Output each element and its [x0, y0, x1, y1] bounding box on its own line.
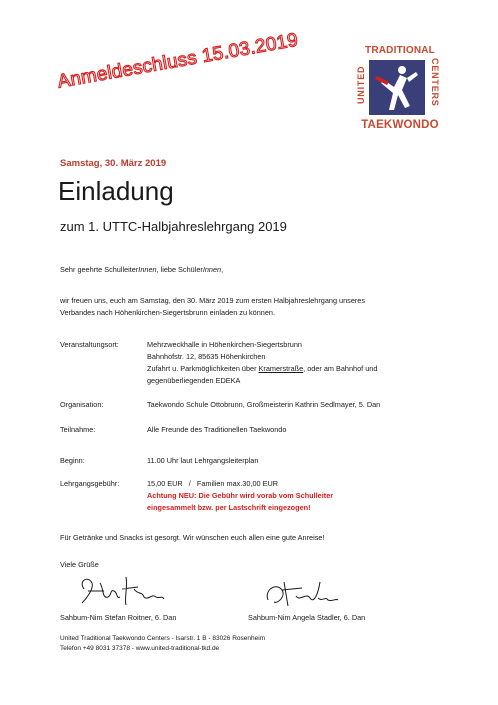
- page-title: Einladung: [58, 176, 174, 206]
- signature-2-icon: [262, 572, 342, 610]
- start-label: Beginn:: [60, 456, 85, 465]
- organisation-label: Organisation:: [60, 400, 104, 409]
- participation-value: Alle Freunde des Traditionellen Taekwondo: [147, 425, 287, 434]
- page-subtitle: zum 1. UTTC-Halbjahreslehrgang 2019: [60, 219, 287, 234]
- closing-text: Für Getränke und Snacks ist gesorgt. Wir wünschen euch allen eine gute Anreise!: [60, 533, 325, 542]
- logo-text-left: UNITED: [356, 65, 366, 104]
- footer-contact: Telefon +49 8031 37378 - www.united-traditional-tkd.de: [60, 645, 220, 652]
- fee-note: Achtung NEU: Die Gebühr wird vorab vom Schulleiter: [147, 491, 334, 500]
- logo-text-top: TRADITIONAL: [365, 45, 435, 56]
- greeting: Sehr geehrte SchulleiterInnen, liebe SchülerInnen,: [60, 265, 224, 274]
- start-value: 11.00 Uhr laut Lehrgangsleiterplan: [147, 456, 259, 465]
- street-link[interactable]: Kramerstraße: [258, 364, 304, 373]
- footer-address: United Traditional Taekwondo Centers - Isarstr. 1 B - 83026 Rosenheim: [60, 635, 266, 642]
- signature-1-icon: [74, 569, 169, 611]
- fee-label: Lehrgangsgebühr:: [60, 479, 120, 488]
- signer-2: Sahbum-Nim Angela Stadler, 6. Dan: [248, 613, 366, 622]
- logo-text-right: CENTERS: [430, 58, 440, 107]
- signer-1: Sahbum-Nim Stefan Roitner, 6. Dan: [60, 613, 177, 622]
- footer: [60, 634, 265, 654]
- event-date: Samstag, 30. März 2019: [60, 158, 167, 169]
- venue-value: Mehrzweckhalle in Höhenkirchen-Siegertsbrunn Bahnhofstr. 12, 85635 Höhenkirchen Zufahrt u. Parkmöglichkeiten über Kramerstraße, oder am Bahnhof und gegenüberliegenden EDEKA: [147, 340, 378, 385]
- deadline-stamp: Anmeldeschluss 15.03.2019: [56, 29, 300, 93]
- organisation-value: Taekwondo Schule Ottobrunn, Großmeisterin Kathrin Sedlmayer, 5. Dan: [147, 400, 381, 409]
- fee-value: 15,00 EUR / Familien max.30,00 EUR Achtung NEU: Die Gebühr wird vorab vom Schulleiter eingesammelt bzw. per Lastschrift eingezogen!: [147, 479, 334, 512]
- venue-label: Veranstaltungsort:: [60, 340, 119, 349]
- intro-text: wir freuen uns, euch am Samstag, den 30. März 2019 zum ersten Halbjahreslehrgang unseres Verbandes nach Höhenkirchen-Siegertsbrunn einladen zu können.: [60, 296, 366, 317]
- logo-emblem-icon: [369, 60, 425, 115]
- regards: Viele Grüße: [60, 560, 99, 569]
- participation-label: Teilnahme:: [60, 425, 96, 434]
- logo-text-bottom: TAEKWONDO: [361, 119, 439, 131]
